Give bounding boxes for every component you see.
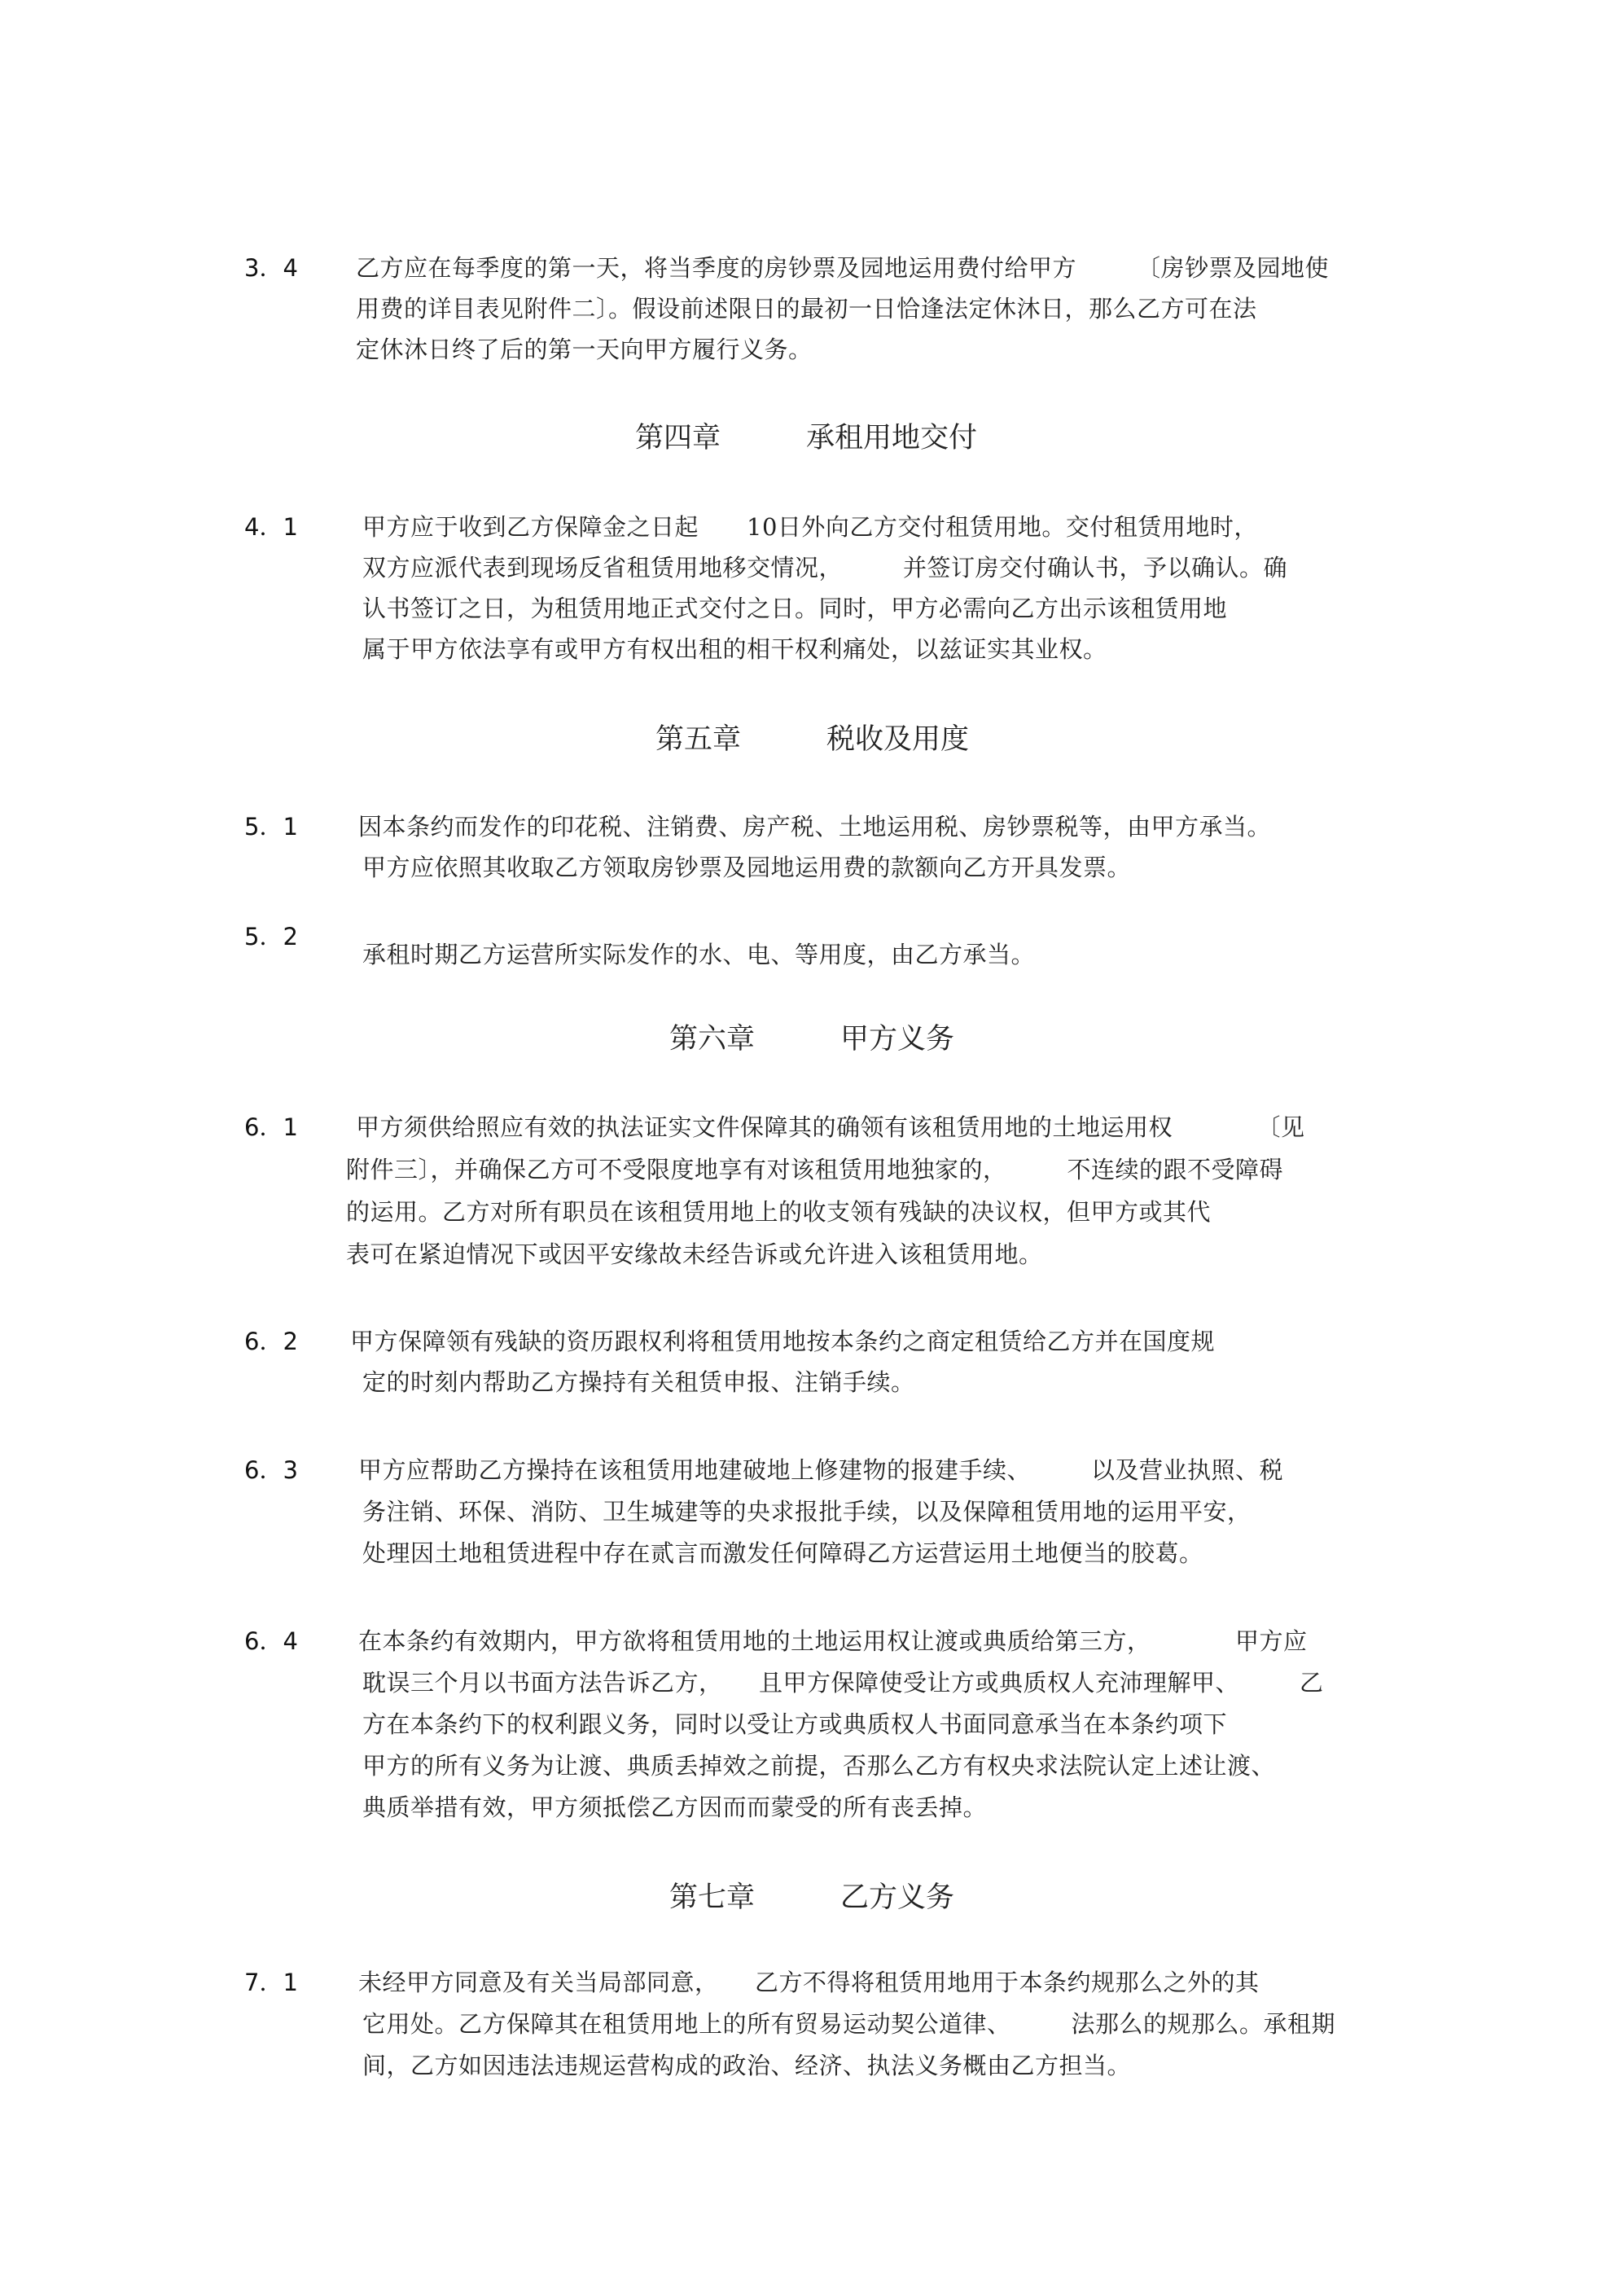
- clause-line: 甲方保障领有残缺的资历跟权利将租赁用地按本条约之商定租赁给乙方并在国度规: [350, 1328, 1216, 1355]
- chapter-heading: 第七章 乙方义务: [669, 1881, 955, 1914]
- clause-line: 附件三〕，并确保乙方可不受限度地享有对该租赁用地独家的， 不连续的跟不受障碍: [346, 1156, 1284, 1183]
- clause-line: 务注销、环保、消防、卫生城建等的央求报批手续，以及保障租赁用地的运用平安，: [362, 1498, 1252, 1526]
- clause-line: 属于甲方依法享有或甲方有权出租的相干权利痛处，以兹证实其业权。: [362, 635, 1107, 663]
- clause-line: 的运用。乙方对所有职员在该租赁用地上的收支领有残缺的决议权，但甲方或其代: [346, 1198, 1212, 1226]
- clause-line: 间，乙方如因违法违规运营构成的政治、经济、执法义务概由乙方担当。: [362, 2052, 1132, 2079]
- clause-line: 未经甲方同意及有关当局部同意， 乙方不得将租赁用地用于本条约规那么之外的其: [358, 1969, 1260, 1996]
- clause-line: 耽误三个月以书面方法告诉乙方， 且甲方保障使受让方或典质权人充沛理解甲、 乙: [362, 1669, 1324, 1697]
- clause-line: 它用处。乙方保障其在租赁用地上的所有贸易运动契公道律、 法那么的规那么。承租期: [362, 2010, 1336, 2038]
- clause-number: 6．1: [244, 1113, 298, 1141]
- chapter-heading: 第六章 甲方义务: [669, 1023, 955, 1056]
- clause-line: 表可在紧迫情况下或因平安缘故未经告诉或允许进入该租赁用地。: [346, 1240, 1043, 1268]
- clause-line: 定的时刻内帮助乙方操持有关租赁申报、注销手续。: [362, 1368, 915, 1396]
- clause-line: 乙方应在每季度的第一天，将当季度的房钞票及园地运用费付给甲方 〔房钞票及园地使: [356, 254, 1330, 282]
- chapter-heading: 第四章 承租用地交付: [635, 422, 978, 454]
- clause-number: 5．1: [244, 813, 298, 841]
- clause-number: 5．2: [244, 923, 298, 950]
- clause-line: 方在本条约下的权利跟义务，同时以受让方或典质权人书面同意承当在本条约项下: [362, 1710, 1228, 1738]
- clause-line: 甲方的所有义务为让渡、典质丢掉效之前提，否那么乙方有权央求法院认定上述让渡、: [362, 1752, 1276, 1780]
- clause-line: 甲方应于收到乙方保障金之日起 10日外向乙方交付租赁用地。交付租赁用地时，: [362, 513, 1258, 541]
- clause-number: 7．1: [244, 1969, 298, 1996]
- clause-line: 典质举措有效，甲方须抵偿乙方因而而蒙受的所有丧丢掉。: [362, 1793, 988, 1821]
- chapter-heading: 第五章 税收及用度: [655, 723, 970, 756]
- clause-line: 因本条约而发作的印花税、注销费、房产税、土地运用税、房钞票税等，由甲方承当。: [358, 813, 1272, 841]
- clause-number: 3．4: [244, 254, 298, 282]
- clause-number: 6．4: [244, 1627, 298, 1655]
- clause-number: 6．2: [244, 1328, 298, 1355]
- clause-number: 4．1: [244, 513, 298, 541]
- clause-line: 甲方应依照其收取乙方领取房钞票及园地运用费的款额向乙方开具发票。: [362, 854, 1132, 881]
- clause-line: 承租时期乙方运营所实际发作的水、电、等用度，由乙方承当。: [362, 941, 1036, 968]
- clause-line: 用费的详目表见附件二〕。假设前述限日的最初一日恰逢法定休沐日，那么乙方可在法: [356, 295, 1257, 323]
- clause-line: 定休沐日终了后的第一天向甲方履行义务。: [356, 336, 813, 363]
- clause-line: 处理因土地租赁进程中存在贰言而激发任何障碍乙方运营运用土地便当的胶葛。: [362, 1539, 1203, 1567]
- clause-number: 6．3: [244, 1456, 298, 1484]
- clause-line: 双方应派代表到现场反省租赁用地移交情况， 并签订房交付确认书，予以确认。确: [362, 554, 1288, 582]
- clause-line: 甲方须供给照应有效的执法证实文件保障其的确领有该租赁用地的土地运用权 〔见: [356, 1113, 1305, 1141]
- clause-line: 在本条约有效期内，甲方欲将租赁用地的土地运用权让渡或典质给第三方， 甲方应: [358, 1627, 1308, 1655]
- clause-line: 甲方应帮助乙方操持在该租赁用地建破地上修建物的报建手续、 以及营业执照、税: [358, 1456, 1284, 1484]
- clause-line: 认书签订之日，为租赁用地正式交付之日。同时，甲方必需向乙方出示该租赁用地: [362, 595, 1228, 622]
